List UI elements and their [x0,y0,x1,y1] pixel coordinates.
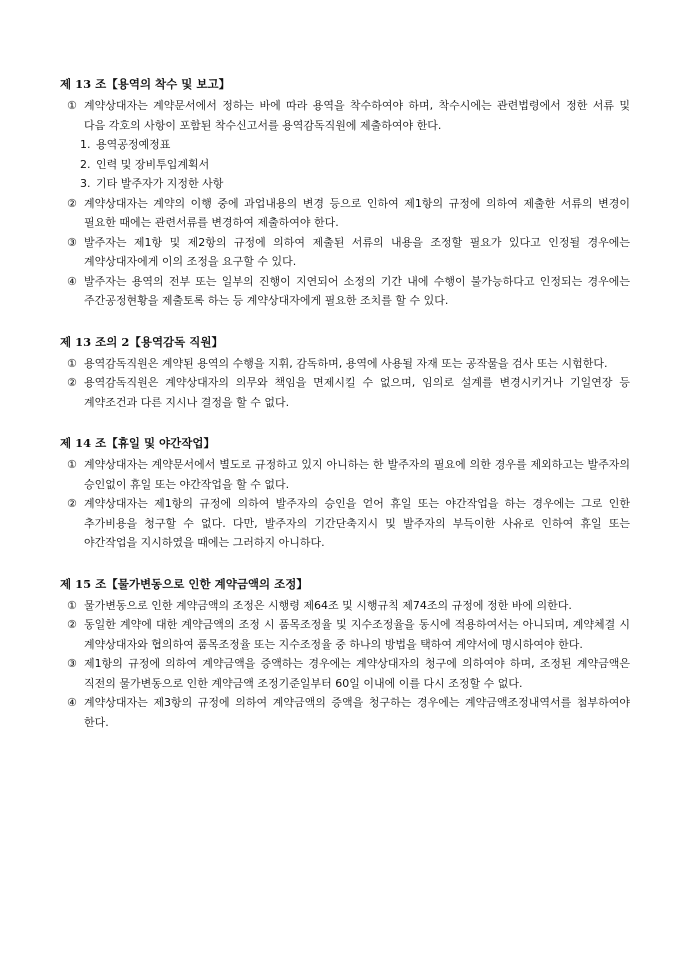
clause-text: 계약상대자는 계약의 이행 중에 과업내용의 변경 등으로 인하여 제1항의 규정에 의하여 제출한 서류의 변경이 필요한 때에는 관련서류를 변경하여 제출하여야 한다. [84,196,630,229]
clause [60,654,630,693]
clause-number: ③ [67,657,77,670]
clause [60,596,630,616]
clause-text: 계약상대자는 제3항의 규정에 의하여 계약금액의 증액을 청구하는 경우에는 계약금액조정내역서를 첨부하여야 한다. [84,696,630,729]
sub-item-number: 2. [80,157,91,171]
clause-number: ① [67,598,77,612]
clause-text: 동일한 계약에 대한 계약금액의 조정 시 품목조정율 및 지수조정율을 동시에 적용하여서는 아니되며, 계약체결 시 계약상대자와 협의하여 품목조정율 또는 지수조정율 중 하나의 방법을 택하여 계약서에 명시하여야 한다. [84,618,630,651]
clause [60,96,630,135]
article-spacer [60,553,630,576]
article-title: 제 13 조【용역의 착수 및 보고】 [60,77,231,91]
sub-item-text: 용역공정예정표 [96,138,171,151]
sub-item [60,155,630,175]
article-14 [60,435,630,553]
clause [60,373,630,412]
clause-text: 계약상대자는 제1항의 규정에 의하여 발주자의 승인을 얻어 휴일 또는 야간작업을 하는 경우에는 그로 인한 추가비용을 청구할 수 없다. 다만, 발주자의 기간단축지시 및 발주자의 부득이한 사유로 인하여 휴일 또는 야간작업을 지시하였을 때에는 그러하지 아니하다. [84,497,630,549]
article-13-2 [60,334,630,413]
clause-text: 물가변동으로 인한 계약금액의 조정은 시행령 제64조 및 시행규칙 제74조의 규정에 정한 바에 의한다. [84,598,572,612]
clause-number: ① [67,356,77,370]
article-title: 제 15 조【물가변동으로 인한 계약금액의 조정】 [60,576,308,591]
sub-item-number: 3. [80,177,91,190]
clause-number: ① [67,458,77,471]
clause-text: 제1항의 규정에 의하여 계약금액을 증액하는 경우에는 계약상대자의 청구에 의하여야 하며, 조정된 계약금액은 직전의 물가변동으로 인한 계약금액 조정기준일부터 60일 이내에 이를 다시 조정할 수 없다. [84,657,630,690]
clause-text: 계약상대자는 계약문서에서 정하는 바에 따라 용역을 착수하여야 하며, 착수시에는 관련법령에서 정한 서류 및 다음 각호의 사항이 포함된 착수신고서를 용역감독직원에 제출하여야 한다. [84,99,630,132]
clause-number: ③ [67,235,77,249]
sub-item-number: 1. [80,138,91,151]
sub-item-text: 기타 발주자가 지정한 사항 [96,177,224,190]
clause-text: 용역감독직원은 계약된 용역의 수행을 지휘, 감독하며, 용역에 사용될 자재 또는 공작물을 검사 또는 시험한다. [84,356,608,370]
clause [60,354,630,374]
clause-text: 발주자는 제1항 및 제2항의 규정에 의하여 제출된 서류의 내용을 조정할 필요가 있다고 인정될 경우에는 계약상대자에게 이의 조정을 요구할 수 있다. [84,235,630,268]
clause-number: ④ [67,696,77,709]
clause-number: ② [67,196,77,210]
clause-text: 발주자는 용역의 전부 또는 일부의 진행이 지연되어 소정의 기간 내에 수행이 불가능하다고 인정되는 경우에는 주간공정현황을 제출토록 하는 등 계약상대자에게 필요한 조치를 할 수 있다. [84,274,630,307]
sub-item-text: 인력 및 장비투입계획서 [96,157,210,171]
clause [60,233,630,272]
clause-number: ② [67,497,77,510]
clause-number: ④ [67,274,77,288]
clause [60,272,630,311]
clause [60,615,630,654]
document-page [60,76,630,732]
sub-item [60,135,630,155]
clause [60,194,630,233]
article-spacer [60,412,630,435]
article-spacer [60,311,630,334]
sub-item [60,174,630,194]
clause-number: ① [67,99,77,112]
article-15 [60,576,630,733]
clause-text: 용역감독직원은 계약상대자의 의무와 책임을 면제시킬 수 없으며, 임의로 설계를 변경시키거나 기일연장 등 계약조건과 다른 지시나 결정을 할 수 없다. [84,376,630,409]
clause-number: ② [67,376,77,389]
article-title: 제 14 조【휴일 및 야간작업】 [60,436,215,450]
clause-text: 계약상대자는 계약문서에서 별도로 규정하고 있지 아니하는 한 발주자의 필요에 의한 경우를 제외하고는 발주자의 승인없이 휴일 또는 야간작업을 할 수 없다. [84,458,630,491]
article-13 [60,76,630,311]
clause [60,455,630,494]
clause [60,693,630,732]
clause-number: ② [67,618,77,631]
clause [60,494,630,553]
article-title: 제 13 조의 2【용역감독 직원】 [60,334,223,349]
